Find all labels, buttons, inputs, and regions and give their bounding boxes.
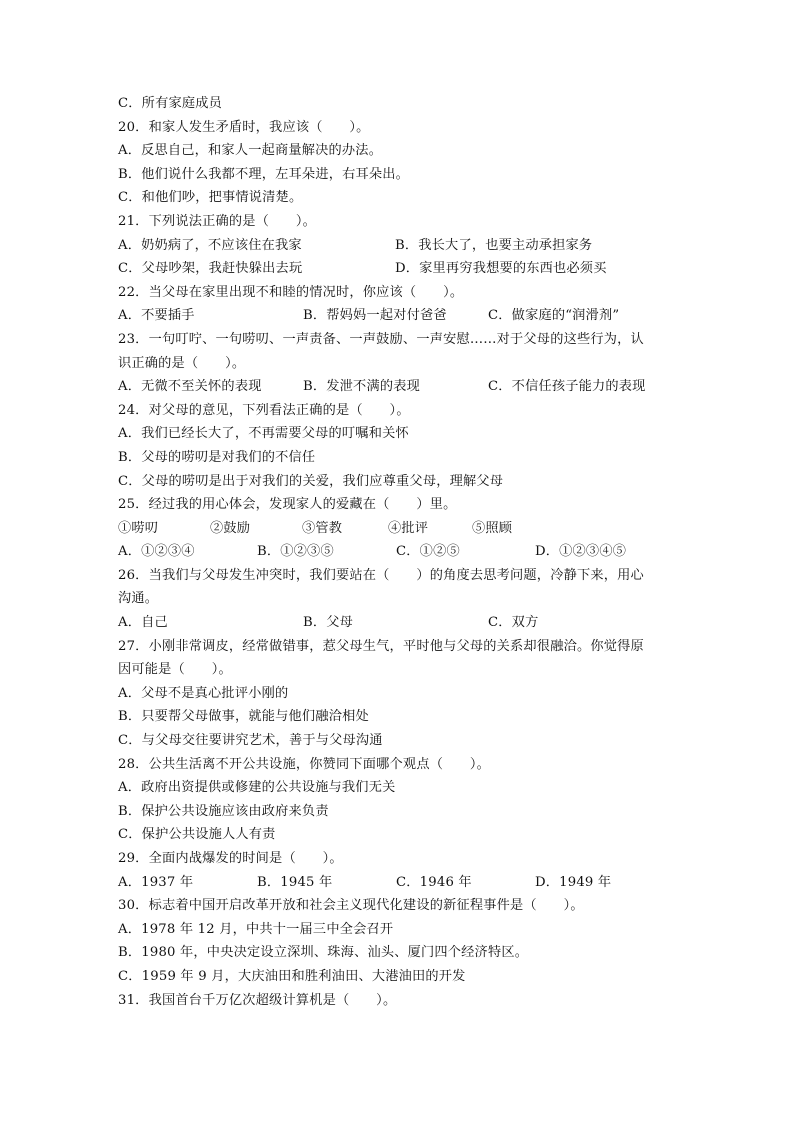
q20-stem: 20．和家人发生矛盾时，我应该（ ）。	[118, 119, 370, 135]
q26-stem-line-1: 26．当我们与父母发生冲突时，我们要站在（ ）的角度去思考问题，冷静下来，用心	[118, 567, 644, 583]
q21-option-c: C．父母吵架，我赶快躲出去玩	[118, 261, 303, 277]
q29-options-row	[118, 871, 678, 895]
q28-option-b: B．保护公共设施应该由政府来负责	[118, 803, 329, 819]
q20-option-c: C．和他们吵，把事情说清楚。	[118, 190, 303, 206]
document-page	[118, 92, 678, 1012]
q25-item-3: ③管教	[302, 520, 343, 536]
q29-option-d: D．1949 年	[535, 874, 612, 890]
q26-options-row	[118, 611, 678, 635]
q25-option-b: B．①②③⑤	[257, 544, 334, 560]
q30-stem: 30．标志着中国开启改革开放和社会主义现代化建设的新征程事件是（ ）。	[118, 898, 584, 914]
q21-option-a: A．奶奶病了，不应该住在我家	[118, 237, 302, 253]
q21-option-b: B．我长大了，也要主动承担家务	[395, 237, 593, 253]
q30-option-b: B．1980 年，中央决定设立深圳、珠海、汕头、厦门四个经济特区。	[118, 945, 529, 961]
q24-option-a: A．我们已经长大了，不再需要父母的叮嘱和关怀	[118, 426, 409, 442]
q29-stem: 29．全面内战爆发的时间是（ ）。	[118, 851, 343, 866]
q23-option-c: C．不信任孩子能力的表现	[488, 379, 646, 395]
q25-item-5: ⑤照顾	[472, 520, 513, 536]
q25-options-row	[118, 540, 678, 564]
q23-option-a: A．无微不至关怀的表现	[118, 379, 262, 395]
q25-stem: 25．经过我的用心体会，发现家人的爱藏在（ ）里。	[118, 497, 457, 513]
q21-options-row-1	[118, 234, 678, 258]
q27-option-b: B．只要帮父母做事，就能与他们融洽相处	[118, 709, 369, 725]
q24-option-c: C．父母的唠叨是出于对我们的关爱，我们应尊重父母，理解父母	[118, 473, 504, 489]
q26-stem-line-2: 沟通。	[118, 591, 159, 607]
q27-stem-line-1: 27．小刚非常调皮，经常做错事，惹父母生气，平时他与父母的关系却很融洽。你觉得原	[118, 638, 644, 654]
q22-option-a: A．不要插手	[118, 308, 195, 324]
q22-option-b: B．帮妈妈一起对付爸爸	[303, 308, 447, 324]
q20-option-a: A．反思自己，和家人一起商量解决的办法。	[118, 143, 383, 159]
q25-option-c: C．①②⑤	[396, 544, 460, 560]
q31-stem: 31．我国首台千万亿次超级计算机是（ ）。	[118, 992, 397, 1008]
q25-option-a: A．①②③④	[118, 544, 195, 560]
q28-stem: 28．公共生活离不开公共设施，你赞同下面哪个观点（ ）。	[118, 756, 491, 772]
q27-option-a: A．父母不是真心批评小刚的	[118, 685, 289, 701]
q29-option-a: A．1937 年	[118, 874, 194, 890]
q28-option-c: C．保护公共设施人人有责	[118, 827, 276, 843]
q27-option-c: C．与父母交往要讲究艺术，善于与父母沟通	[118, 733, 383, 749]
q23-stem-line-2: 识正确的是（ ）。	[118, 355, 246, 371]
q27-stem-line-2: 因可能是（ ）。	[118, 662, 232, 678]
q28-option-a: A．政府出资提供或修建的公共设施与我们无关	[118, 780, 396, 796]
q22-option-c: C．做家庭的“润滑剂”	[488, 308, 620, 324]
q25-items-row	[118, 517, 678, 541]
q22-options-row	[118, 304, 678, 328]
q25-item-1: ①唠叨	[118, 520, 159, 536]
q29-option-b: B．1945 年	[257, 874, 333, 890]
q25-option-d: D．①②③④⑤	[535, 544, 627, 560]
q21-options-row-2	[118, 257, 678, 281]
q25-item-2: ②鼓励	[210, 520, 251, 536]
q30-option-a: A．1978 年 12 月，中共十一届三中全会召开	[118, 921, 394, 937]
q26-option-c: C．双方	[488, 615, 539, 631]
q21-option-d: D．家里再穷我想要的东西也必须买	[395, 261, 607, 277]
q21-stem: 21．下列说法正确的是（ ）。	[118, 213, 317, 229]
q20-option-b: B．他们说什么我都不理，左耳朵进，右耳朵出。	[118, 166, 410, 182]
q24-stem: 24．对父母的意见，下列看法正确的是（ ）。	[118, 402, 410, 418]
q29-option-c: C．1946 年	[396, 874, 472, 890]
q24-option-b: B．父母的唠叨是对我们的不信任	[118, 449, 316, 465]
q23-option-b: B．发泄不满的表现	[303, 379, 420, 395]
q22-stem: 22．当父母在家里出现不和睦的情况时，你应该（ ）。	[118, 284, 464, 300]
q19-option-c: C．所有家庭成员	[118, 96, 223, 111]
q23-stem-line-1: 23．一句叮咛、一句唠叨、一声责备、一声鼓励、一声安慰……对于父母的这些行为，认	[118, 331, 644, 347]
q23-options-row	[118, 375, 678, 399]
q25-item-4: ④批评	[388, 520, 429, 536]
q26-option-b: B．父母	[303, 615, 354, 631]
q26-option-a: A．自己	[118, 615, 168, 631]
q30-option-c: C．1959 年 9 月，大庆油田和胜利油田、大港油田的开发	[118, 968, 466, 984]
